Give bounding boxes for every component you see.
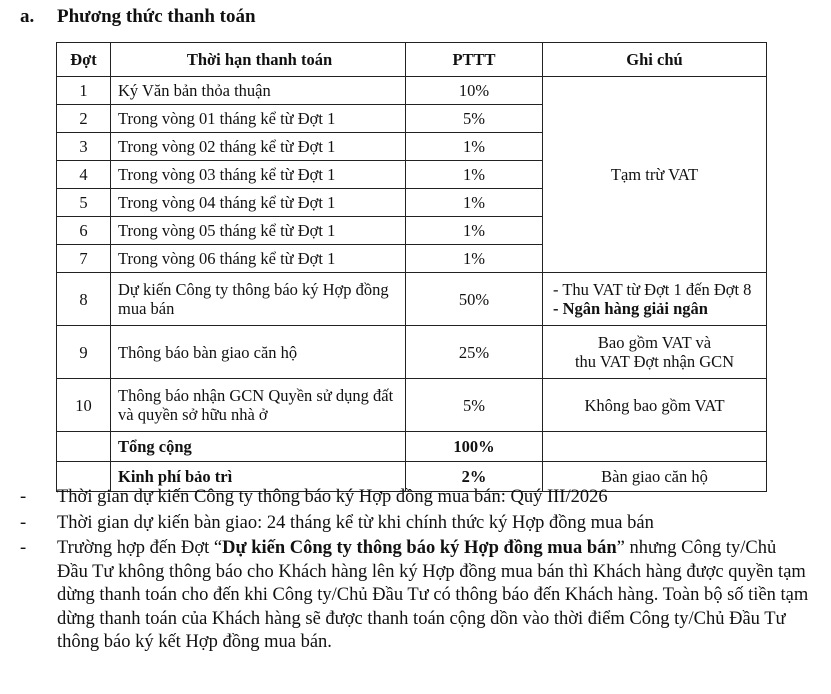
cell-pct: 10% <box>406 77 543 105</box>
cell-term: Trong vòng 01 tháng kể từ Đợt 1 <box>111 105 406 133</box>
cell-term: Trong vòng 04 tháng kể từ Đợt 1 <box>111 189 406 217</box>
note-item <box>20 512 810 536</box>
total-pct: 100% <box>406 432 543 462</box>
total-label: Tổng cộng <box>111 432 406 462</box>
total-row <box>57 432 767 462</box>
note-item <box>20 537 810 655</box>
table-row <box>57 326 767 379</box>
cell-pct: 1% <box>406 245 543 273</box>
cell-term: Trong vòng 05 tháng kể từ Đợt 1 <box>111 217 406 245</box>
cell-pct: 25% <box>406 326 543 379</box>
cell-pct: 1% <box>406 161 543 189</box>
section-label: a. <box>20 6 35 27</box>
note-text-pre: Trường hợp đến Đợt “ <box>57 538 223 558</box>
row8-note-bank: - Ngân hàng giải ngân <box>553 299 708 318</box>
group-note-cell: Tạm trừ VAT <box>543 77 767 273</box>
maintenance-label: Kinh phí bảo trì <box>111 462 406 492</box>
cell-term: Thông báo bàn giao căn hộ <box>111 326 406 379</box>
section-heading <box>20 6 256 28</box>
total-note-empty <box>543 432 767 462</box>
cell-pct: 5% <box>406 105 543 133</box>
cell-term: Trong vòng 06 tháng kể từ Đợt 1 <box>111 245 406 273</box>
row8-note-cell <box>543 273 767 326</box>
cell-term: Ký Văn bản thỏa thuận <box>111 77 406 105</box>
cell-pct: 5% <box>406 379 543 432</box>
cell-pct: 1% <box>406 217 543 245</box>
cell-dot: 8 <box>57 273 111 326</box>
table-row <box>57 77 767 105</box>
cell-pct: 1% <box>406 189 543 217</box>
header-note: Ghi chú <box>543 43 767 77</box>
cell-term: Trong vòng 02 tháng kể từ Đợt 1 <box>111 133 406 161</box>
cell-dot: 5 <box>57 189 111 217</box>
cell-dot: 3 <box>57 133 111 161</box>
header-term: Thời hạn thanh toán <box>111 43 406 77</box>
note-text-bold: Dự kiến Công ty thông báo ký Hợp đồng mua bán <box>222 538 617 558</box>
note-item <box>20 486 810 510</box>
cell-dot: 2 <box>57 105 111 133</box>
header-pct: PTTT <box>406 43 543 77</box>
cell-term: Dự kiến Công ty thông báo ký Hợp đồng mua bán <box>111 273 406 326</box>
cell-dot: 10 <box>57 379 111 432</box>
maintenance-pct: 2% <box>406 462 543 492</box>
cell-dot: 1 <box>57 77 111 105</box>
cell-dot-empty <box>57 432 111 462</box>
note-text-post: ” nhưng Công ty/Chủ Đầu Tư không thông báo cho Khách hàng lên ký Hợp đồng mua bán thì Khách hàng được quyền tạm dừng thanh toán cho đến khi Công ty/Chủ Đầu Tư có thông báo đến Khách hàng. Toàn bộ số tiền tạm dừng thanh toán của Khách hàng sẽ được thanh toán cộng dồn vào thời điểm Công ty/Chủ Đầu Tư thông báo ký kết Hợp đồng mua bán. <box>57 538 809 652</box>
note-dash: - <box>20 487 27 507</box>
row10-note-cell: Không bao gồm VAT <box>543 379 767 432</box>
row8-note-vat: - Thu VAT từ Đợt 1 đến Đợt 8 <box>553 280 752 299</box>
note-payment-suspension <box>57 537 810 655</box>
note-handover-time: Thời gian dự kiến bàn giao: 24 tháng kể từ khi chính thức ký Hợp đồng mua bán <box>57 512 654 533</box>
note-dash: - <box>20 538 27 558</box>
notes-list <box>20 486 810 657</box>
cell-term: Thông báo nhận GCN Quyền sử dụng đất và quyền sở hữu nhà ở <box>111 379 406 432</box>
header-dot: Đợt <box>57 43 111 77</box>
payment-schedule-table <box>56 42 767 492</box>
row9-note-cell <box>543 326 767 379</box>
cell-term: Trong vòng 03 tháng kể từ Đợt 1 <box>111 161 406 189</box>
cell-dot: 9 <box>57 326 111 379</box>
note-dash: - <box>20 512 27 533</box>
cell-dot: 7 <box>57 245 111 273</box>
maintenance-note: Bàn giao căn hộ <box>543 462 767 492</box>
cell-dot: 4 <box>57 161 111 189</box>
row9-note-line1: Bao gồm VAT và <box>597 333 712 352</box>
section-title: Phương thức thanh toán <box>57 6 256 27</box>
cell-pct: 1% <box>406 133 543 161</box>
note-signing-time: Thời gian dự kiến Công ty thông báo ký Hợp đồng mua bán: Quý III/2026 <box>57 487 608 507</box>
table-header-row <box>57 43 767 77</box>
table-row <box>57 273 767 326</box>
table-row <box>57 379 767 432</box>
cell-dot: 6 <box>57 217 111 245</box>
cell-pct: 50% <box>406 273 543 326</box>
row9-note-line2: thu VAT Đợt nhận GCN <box>574 352 735 371</box>
